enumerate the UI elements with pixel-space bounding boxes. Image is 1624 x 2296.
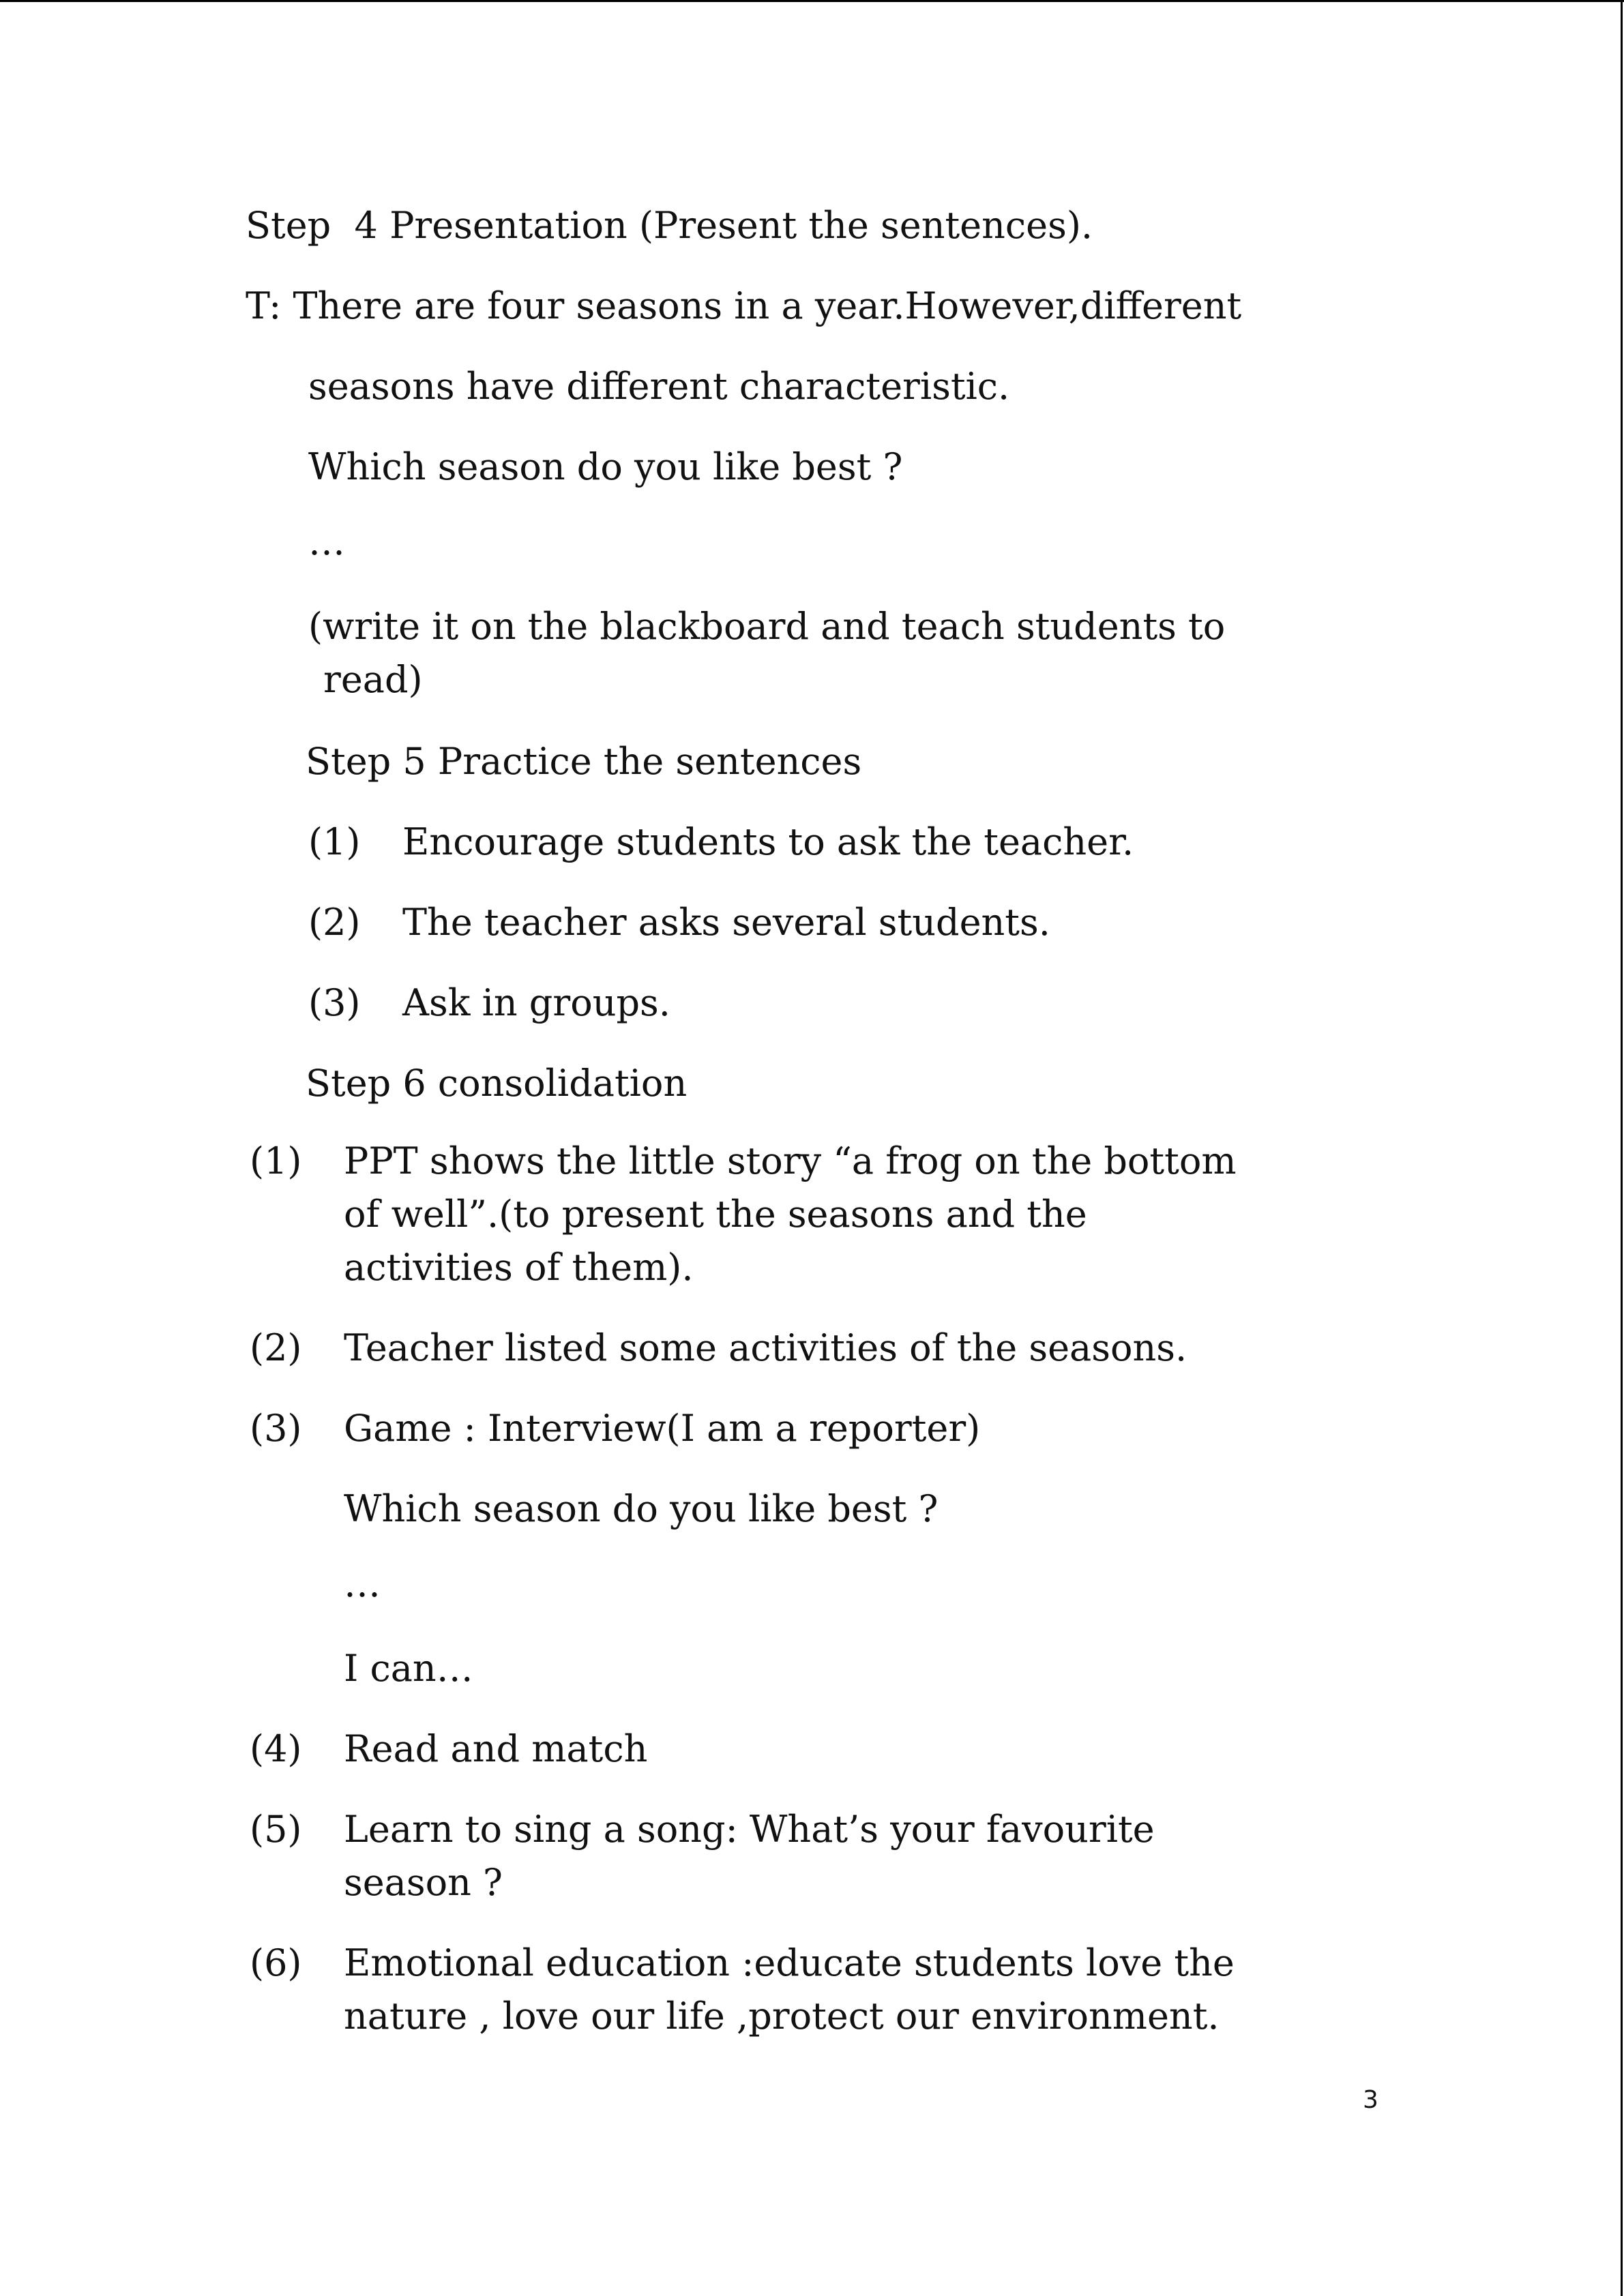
step5-item-number: (2) [308,901,361,944]
step6-item-line: nature , love our life ,protect our environment. [344,1995,1220,2038]
step6-item-line: Teacher listed some activities of the seasons. [344,1326,1187,1369]
right-border-line [1621,0,1623,2296]
step6-item-number: (5) [250,1808,302,1851]
step5-heading: Step 5 Practice the sentences [306,740,862,783]
write-note-line-1: (write it on the blackboard and teach students to [308,605,1226,648]
question-1: Which season do you like best ? [308,445,903,488]
write-note-line-2: read) [323,658,423,701]
top-border-line [0,0,1624,2]
step6-heading: Step 6 consolidation [306,1062,688,1105]
step6-item-number: (3) [250,1407,302,1450]
step6-item-line: Learn to sing a song: What’s your favourite [344,1808,1155,1851]
step5-item-text: Encourage students to ask the teacher. [402,820,1134,863]
step5-item-number: (3) [308,981,361,1024]
teacher-line-2: seasons have different characteristic. [308,365,1010,408]
game-question: Which season do you like best ? [344,1487,939,1530]
step5-item-text: The teacher asks several students. [402,901,1050,944]
step6-item-line: Read and match [344,1727,648,1770]
step6-item-line: PPT shows the little story “a frog on the bottom [344,1139,1237,1182]
step6-item-line: Game : Interview(I am a reporter) [344,1407,981,1450]
step6-item-number: (4) [250,1727,302,1770]
step6-item-number: (6) [250,1941,302,1984]
step6-item-line: activities of them). [344,1246,694,1289]
page-number: 3 [1363,2086,1378,2114]
step6-item-number: (1) [250,1139,302,1182]
step6-item-line: of well”.(to present the seasons and the [344,1193,1087,1236]
step5-item-text: Ask in groups. [402,981,670,1024]
step6-item-line: Emotional education :educate students love the [344,1941,1235,1984]
step4-heading: Step 4 Presentation (Present the sentences). [246,204,1093,247]
game-ellipsis: … [344,1562,381,1605]
ellipsis-1: … [308,520,345,563]
step6-item-line: season ? [344,1861,503,1904]
game-answer: I can… [344,1647,473,1690]
step6-item-number: (2) [250,1326,302,1369]
step5-item-number: (1) [308,820,361,863]
teacher-line-1: T: There are four seasons in a year.However,different [246,284,1242,327]
